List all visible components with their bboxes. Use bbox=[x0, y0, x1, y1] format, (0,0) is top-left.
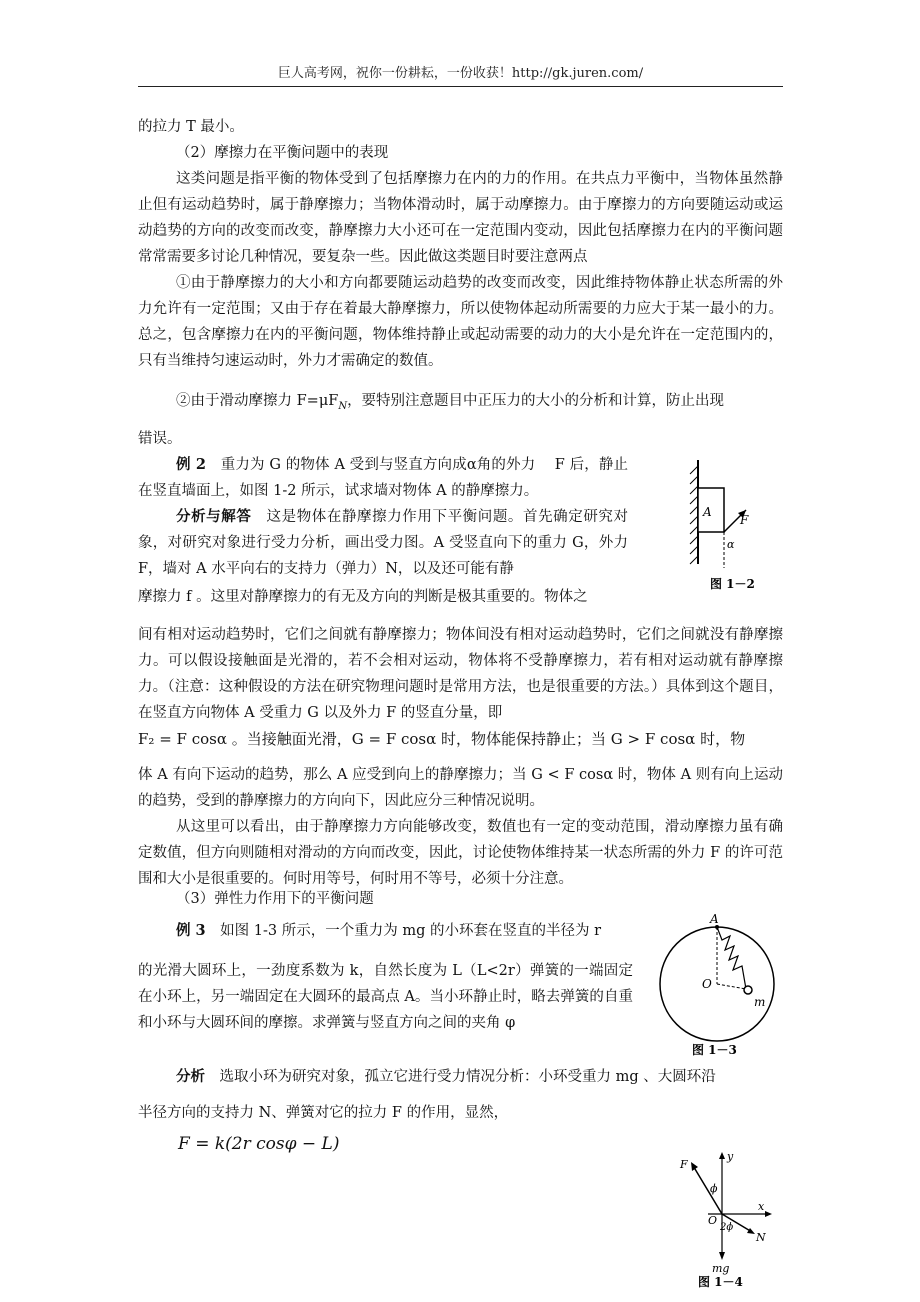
fig14-label-2phi: 2ϕ bbox=[720, 1222, 734, 1233]
paragraph-three-cases: 体 A 有向下运动的趋势，那么 A 应受到向上的静摩擦力；当 G < F cosα 时，物体 A 则有向上运动的趋势，受到的静摩擦力的方向向下，因此应分三种情况说明。 bbox=[138, 767, 783, 809]
figure-1-2-drawing bbox=[680, 456, 780, 596]
example-2-statement bbox=[138, 452, 628, 504]
analysis-2-label: 分析与解答 bbox=[176, 508, 252, 525]
fig13-caption: 图 1－3 bbox=[692, 1043, 737, 1057]
fig14-label-x: x bbox=[758, 1200, 765, 1213]
fig14-label-f: F bbox=[680, 1158, 688, 1171]
fig13-label-m: m bbox=[754, 995, 766, 1009]
spring-force-equation: F = k(2r cosφ − L) bbox=[178, 1134, 340, 1154]
example-3-statement bbox=[138, 918, 633, 944]
figure-1-3 bbox=[650, 912, 785, 1060]
example-2-text: 重力为 G 的物体 A 受到与竖直方向成α角的外力 F 后，静止在竖直墙面上，如图 1-2 所示，试求墙对物体 A 的静摩擦力。 bbox=[138, 457, 629, 499]
paragraph-friction-intro: 这类问题是指平衡的物体受到了包括摩擦力在内的力的作用。在共点力平衡中，当物体虽然静止但有运动趋势时，属于静摩擦力；当物体滑动时，属于动摩擦力。由于摩擦力的方向要随运动或运动趋势的方向的改变而改变，静摩擦力大小还可在一定范围内变动，因此包括摩擦力在内的平衡问题常常需要多讨论几种情况，要复杂一些。因此做这类题目时要注意两点 bbox=[138, 171, 783, 265]
fig14-label-y: y bbox=[727, 1150, 734, 1163]
paragraph-static-friction: 间有相对运动趋势时，它们之间就有静摩擦力；物体间没有相对运动趋势时，它们之间就没有静摩擦力。可以假设接触面是光滑的，若不会相对运动，物体将不受静摩擦力，若有相对运动就有静摩擦力。（注意：这种假设的方法在研究物理问题时是常用方法，也是很重要的方法。）具体到这个题目，在竖直方向物体 A 受重力 G 以及外力 F 的竖直分量，即 bbox=[138, 627, 783, 721]
page-header: 巨人高考网，祝你一份耕耘，一份收获！http://gk.juren.com/ bbox=[277, 66, 644, 81]
paragraph-point-2 bbox=[176, 388, 783, 420]
fig14-label-o: O bbox=[708, 1214, 718, 1227]
analysis-3-label: 分析 bbox=[176, 1068, 205, 1085]
example-3-label: 例 3 bbox=[176, 922, 206, 939]
paragraph-continuation: 的拉力 T 最小。 bbox=[138, 119, 244, 135]
fig12-label-f: F bbox=[740, 513, 749, 527]
figure-1-2 bbox=[680, 456, 780, 596]
section-heading-friction: （2）摩擦力在平衡问题中的表现 bbox=[176, 145, 389, 161]
fig12-caption: 图 1－2 bbox=[710, 577, 755, 591]
fig14-label-n: N bbox=[756, 1231, 766, 1244]
paragraph-formula-line: F₂ = F cosα 。当接触面光滑，G = F cosα 时，物体能保持静止；当 G > F cosα 时，物 bbox=[138, 730, 746, 748]
figure-1-4 bbox=[672, 1148, 784, 1288]
example-2-analysis bbox=[138, 504, 628, 582]
example-2-analysis-line: 摩擦力 f 。这里对静摩擦力的有无及方向的判断是极其重要的。物体之 bbox=[138, 589, 588, 605]
example-3-analysis bbox=[138, 1064, 783, 1090]
fig13-label-a: A bbox=[710, 912, 719, 926]
paragraph-point-1: ①由于静摩擦力的大小和方向都要随运动趋势的改变而改变，因此维持物体静止状态所需的外力允许有一定范围；又由于存在着最大静摩擦力，所以使物体起动所需要的力应大于某一最小的力。总之，包含摩擦力在内的平衡问题，物体维持静止或起动需要的动力的大小是允许在一定范围内的，只有当维持匀速运动时，外力才需确定的数值。 bbox=[138, 275, 783, 369]
figure-1-4-drawing bbox=[672, 1148, 784, 1288]
example-3-text: 如图 1-3 所示，一个重力为 mg 的小环套在竖直的半径为 r bbox=[220, 923, 601, 939]
example-3-analysis-cont: 半径方向的支持力 N、弹簧对它的拉力 F 的作用，显然， bbox=[138, 1105, 509, 1121]
example-3-continuation: 的光滑大圆环上，一劲度系数为 k，自然长度为 L（L<2r）弹簧的一端固定在小环上，另一端固定在大圆环的最高点 A。当小环静止时，略去弹簧的自重和小环与大圆环间的摩擦。求弹簧与竖直方向之间的夹角 φ bbox=[138, 963, 633, 1031]
fig12-label-a: A bbox=[703, 505, 712, 519]
fig12-label-alpha: α bbox=[727, 538, 735, 551]
fig14-caption: 图 1－4 bbox=[698, 1275, 743, 1288]
example-2-label: 例 2 bbox=[176, 456, 206, 473]
section-heading-elastic: （3）弹性力作用下的平衡问题 bbox=[176, 891, 374, 907]
paragraph-point-2-end: 错误。 bbox=[138, 431, 182, 447]
point-2-text-a: ②由于滑动摩擦力 F=μF bbox=[176, 393, 339, 409]
point-2-subscript: N bbox=[338, 400, 348, 412]
paragraph-conclusion: 从这里可以看出，由于静摩擦力方向能够改变，数值也有一定的变动范围，滑动摩擦力虽有确定数值，但方向则随相对滑动的方向而改变，因此，讨论使物体维持某一状态所需的外力 F 的许可范围和大小是很重要的。何时用等号，何时用不等号，必须十分注意。 bbox=[138, 819, 783, 887]
figure-1-3-drawing bbox=[650, 912, 785, 1060]
fig13-label-o: O bbox=[702, 977, 712, 991]
point-2-text-b: ，要特别注意题目中正压力的大小的分析和计算，防止出现 bbox=[347, 393, 725, 409]
header-divider bbox=[138, 86, 783, 87]
analysis-2-text: 这是物体在静摩擦力作用下平衡问题。首先确定研究对象，对研究对象进行受力分析，画出受力图。A 受竖直向下的重力 G，外力 F，墙对 A 水平向右的支持力（弹力）N，以及还可能有静 bbox=[138, 509, 629, 577]
fig14-label-phi: ϕ bbox=[710, 1182, 718, 1195]
analysis-3-text: 选取小环为研究对象，孤立它进行受力情况分析：小环受重力 mg 、大圆环沿 bbox=[219, 1069, 716, 1085]
fig14-label-mg: mg bbox=[712, 1262, 730, 1275]
